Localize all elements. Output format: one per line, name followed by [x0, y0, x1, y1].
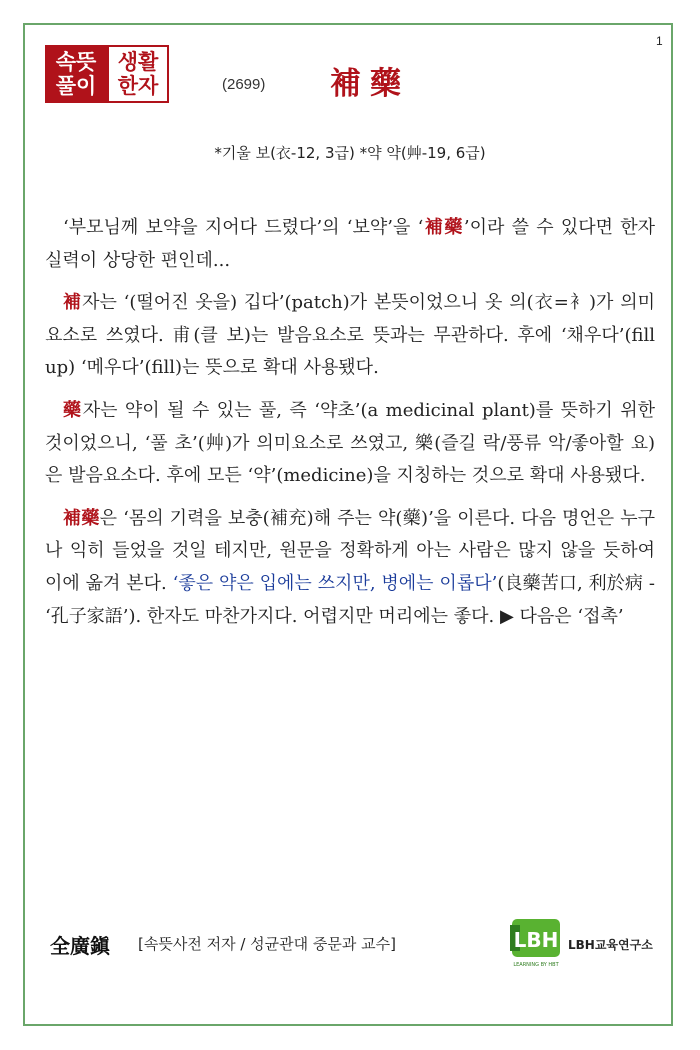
- logo-text: 생활: [117, 50, 159, 74]
- series-logo: [45, 45, 169, 103]
- logo-right-block: [107, 45, 169, 103]
- paragraph: [45, 287, 655, 385]
- logo-text: 한자: [117, 74, 159, 98]
- author-role: [속뜻사전 저자 / 성균관대 중문과 교수]: [138, 935, 396, 953]
- author-name: 全廣鎭: [50, 934, 110, 958]
- lbh-logo-icon: [508, 917, 564, 969]
- article-number: (2699): [222, 76, 266, 93]
- logo-text: 풀이: [55, 74, 97, 98]
- paragraph: [45, 395, 655, 493]
- page-number: 1: [656, 34, 663, 48]
- logo-text: 속뜻: [55, 50, 97, 74]
- page-title: 補藥: [330, 66, 410, 102]
- highlighted-text: 藥: [63, 399, 83, 421]
- article-body: [45, 212, 655, 643]
- highlighted-text: 補藥: [63, 507, 100, 529]
- paragraph-text: (良藥苦口, 利於病 - ‘孔子家語’). 한자도 마찬가지다. 어렵지만 머리에는 좋다. ▶ 다음은 ‘접촉’: [45, 572, 655, 627]
- highlighted-text: ‘좋은 약은 입에는 쓰지만, 병에는 이롭다’: [172, 572, 498, 594]
- organization-name: LBH교육연구소: [568, 938, 653, 952]
- paragraph-text: ’이라 쓸 수 있다면 한자 실력이 상당한 편인데...: [45, 217, 656, 271]
- paragraph-text: ‘부모님께 보약을 지어다 드렸다’의 ‘보약’을 ‘: [63, 217, 424, 238]
- paragraph-text: 은 ‘몸의 기력을 보충(補充)해 주는 약(藥)’을 이른다. 다음 명언은 누구나 익히 들었을 것일 테지만, 원문을 정확하게 아는 사람은 많지 않을 듯하여 이에 옮겨 본다.: [45, 507, 656, 594]
- paragraph: [45, 212, 655, 277]
- paragraph: [45, 503, 655, 633]
- paragraph-text: 자는 ‘(떨어진 옷을) 깁다’(patch)가 본뜻이었으니 옷 의(衣=衤)가 의미요소로 쓰였다. 甫(클 보)는 발음요소로 뜻과는 무관하다. 후에 ‘채우다’(fill up) ‘메우다’(fill)는 뜻으로 확대 사용됐다.: [45, 292, 656, 379]
- lbh-logo-text: LBH: [513, 928, 559, 952]
- highlighted-text: 補藥: [423, 217, 464, 238]
- lbh-logo-tagline: LEARNING BY HBT: [513, 962, 559, 968]
- character-readings: *기울 보(衣-12, 3급) *약 약(艸-19, 6급): [214, 144, 486, 162]
- paragraph-text: 자는 약이 될 수 있는 풀, 즉 ‘약초’(a medicinal plant)를 뜻하기 위한 것이었으니, ‘풀 초’(艸)가 의미요소로 쓰였고, 樂(즐길 락/풍류 악/좋아할 요)은 발음요소다. 후에 모든 ‘약’(medicine)을 지칭하는 것으로 확대 사용됐다.: [45, 399, 655, 487]
- highlighted-text: 補: [63, 292, 83, 314]
- logo-left-block: [45, 45, 107, 103]
